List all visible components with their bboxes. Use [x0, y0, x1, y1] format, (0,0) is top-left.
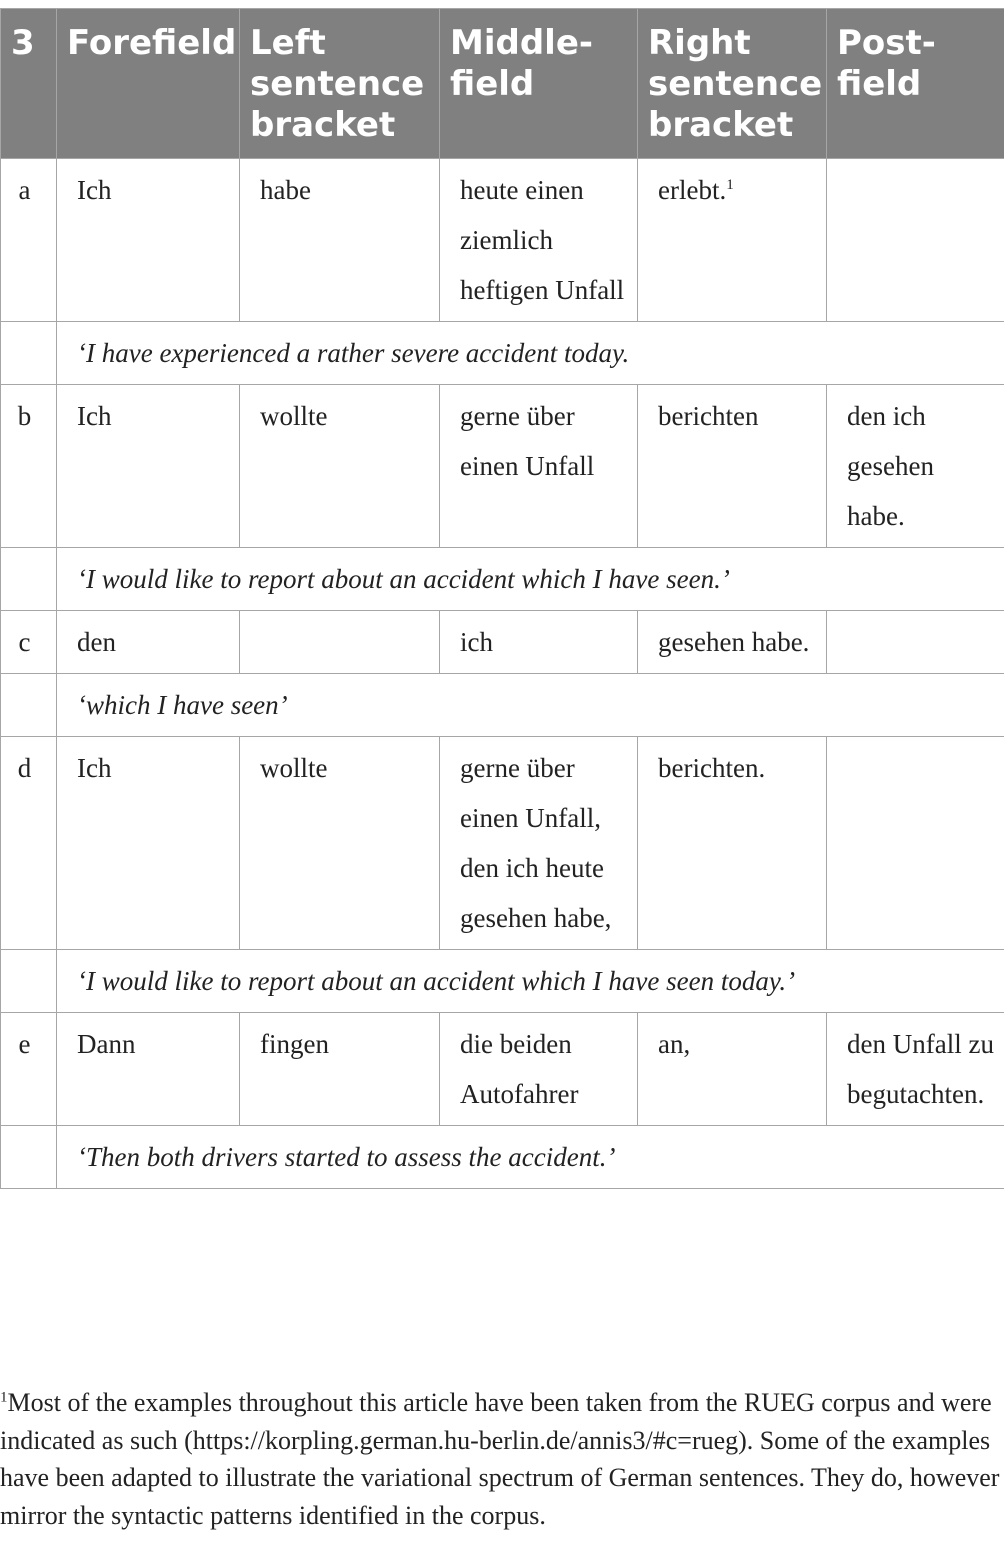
- left-bracket-cell: habe: [240, 159, 440, 322]
- header-middlefield: Middle-field: [440, 9, 638, 159]
- middlefield-cell: heute einen ziemlich heftigen Unfall: [440, 159, 638, 322]
- translation-spacer: [1, 674, 57, 737]
- forefield-cell: Dann: [57, 1013, 240, 1126]
- footnote-text: Most of the examples throughout this article have been taken from the RUEG corpus and were indicated as such (https://korpling.german.hu-berlin.de/annis3/#c=rueg). Some of the examples have been adapted to illustrate the variational spectrum of German sentences. They do, however mirror the syntactic patterns identified in the corpus.: [0, 1388, 1000, 1530]
- example-label: a: [1, 159, 57, 322]
- table-footnote: [0, 1384, 1000, 1534]
- left-bracket-cell: wollte: [240, 737, 440, 950]
- translation-row-c: [1, 674, 1004, 737]
- example-label: d: [1, 737, 57, 950]
- translation-cell: ‘Then both drivers started to assess the accident.’: [57, 1126, 1004, 1189]
- right-bracket-cell: gesehen habe.: [638, 611, 827, 674]
- translation-cell: ‘which I have seen’: [57, 674, 1004, 737]
- header-forefield: Forefield: [57, 9, 240, 159]
- right-bracket-cell: berichten: [638, 385, 827, 548]
- postfield-cell: [827, 159, 1004, 322]
- right-bracket-cell: [638, 159, 827, 322]
- example-label: e: [1, 1013, 57, 1126]
- postfield-cell: [827, 737, 1004, 950]
- header-row: [1, 9, 1004, 159]
- footnote-marker: 1: [0, 1389, 8, 1406]
- middlefield-cell: die beiden Autofahrer: [440, 1013, 638, 1126]
- translation-row-e: [1, 1126, 1004, 1189]
- middlefield-cell: gerne über einen Unfall, den ich heute gesehen habe,: [440, 737, 638, 950]
- left-bracket-cell: wollte: [240, 385, 440, 548]
- example-row-c: [1, 611, 1004, 674]
- sentence-field-table: [0, 8, 1004, 1189]
- translation-row-d: [1, 950, 1004, 1013]
- example-label: c: [1, 611, 57, 674]
- example-label: b: [1, 385, 57, 548]
- header-number: 3: [1, 9, 57, 159]
- translation-spacer: [1, 322, 57, 385]
- middlefield-cell: ich: [440, 611, 638, 674]
- forefield-cell: Ich: [57, 737, 240, 950]
- left-bracket-cell: [240, 611, 440, 674]
- forefield-cell: Ich: [57, 385, 240, 548]
- right-bracket-cell: an,: [638, 1013, 827, 1126]
- translation-cell: ‘I would like to report about an accident which I have seen today.’: [57, 950, 1004, 1013]
- translation-spacer: [1, 950, 57, 1013]
- right-bracket-text: erlebt.: [658, 175, 727, 205]
- header-right-sentence-bracket: Right sentence bracket: [638, 9, 827, 159]
- postfield-cell: den ich gesehen habe.: [827, 385, 1004, 548]
- header-left-sentence-bracket: Left sentence bracket: [240, 9, 440, 159]
- translation-row-a: [1, 322, 1004, 385]
- postfield-cell: [827, 611, 1004, 674]
- translation-row-b: [1, 548, 1004, 611]
- translation-cell: ‘I have experienced a rather severe accident today.: [57, 322, 1004, 385]
- forefield-cell: den: [57, 611, 240, 674]
- footnote-reference: 1: [726, 177, 734, 193]
- example-row-b: [1, 385, 1004, 548]
- example-row-a: [1, 159, 1004, 322]
- example-row-e: [1, 1013, 1004, 1126]
- translation-spacer: [1, 548, 57, 611]
- left-bracket-cell: fingen: [240, 1013, 440, 1126]
- translation-cell: ‘I would like to report about an accident which I have seen.’: [57, 548, 1004, 611]
- middlefield-cell: gerne über einen Unfall: [440, 385, 638, 548]
- translation-spacer: [1, 1126, 57, 1189]
- postfield-cell: den Unfall zu begutachten.: [827, 1013, 1004, 1126]
- forefield-cell: Ich: [57, 159, 240, 322]
- right-bracket-cell: berichten.: [638, 737, 827, 950]
- header-postfield: Post-field: [827, 9, 1004, 159]
- example-row-d: [1, 737, 1004, 950]
